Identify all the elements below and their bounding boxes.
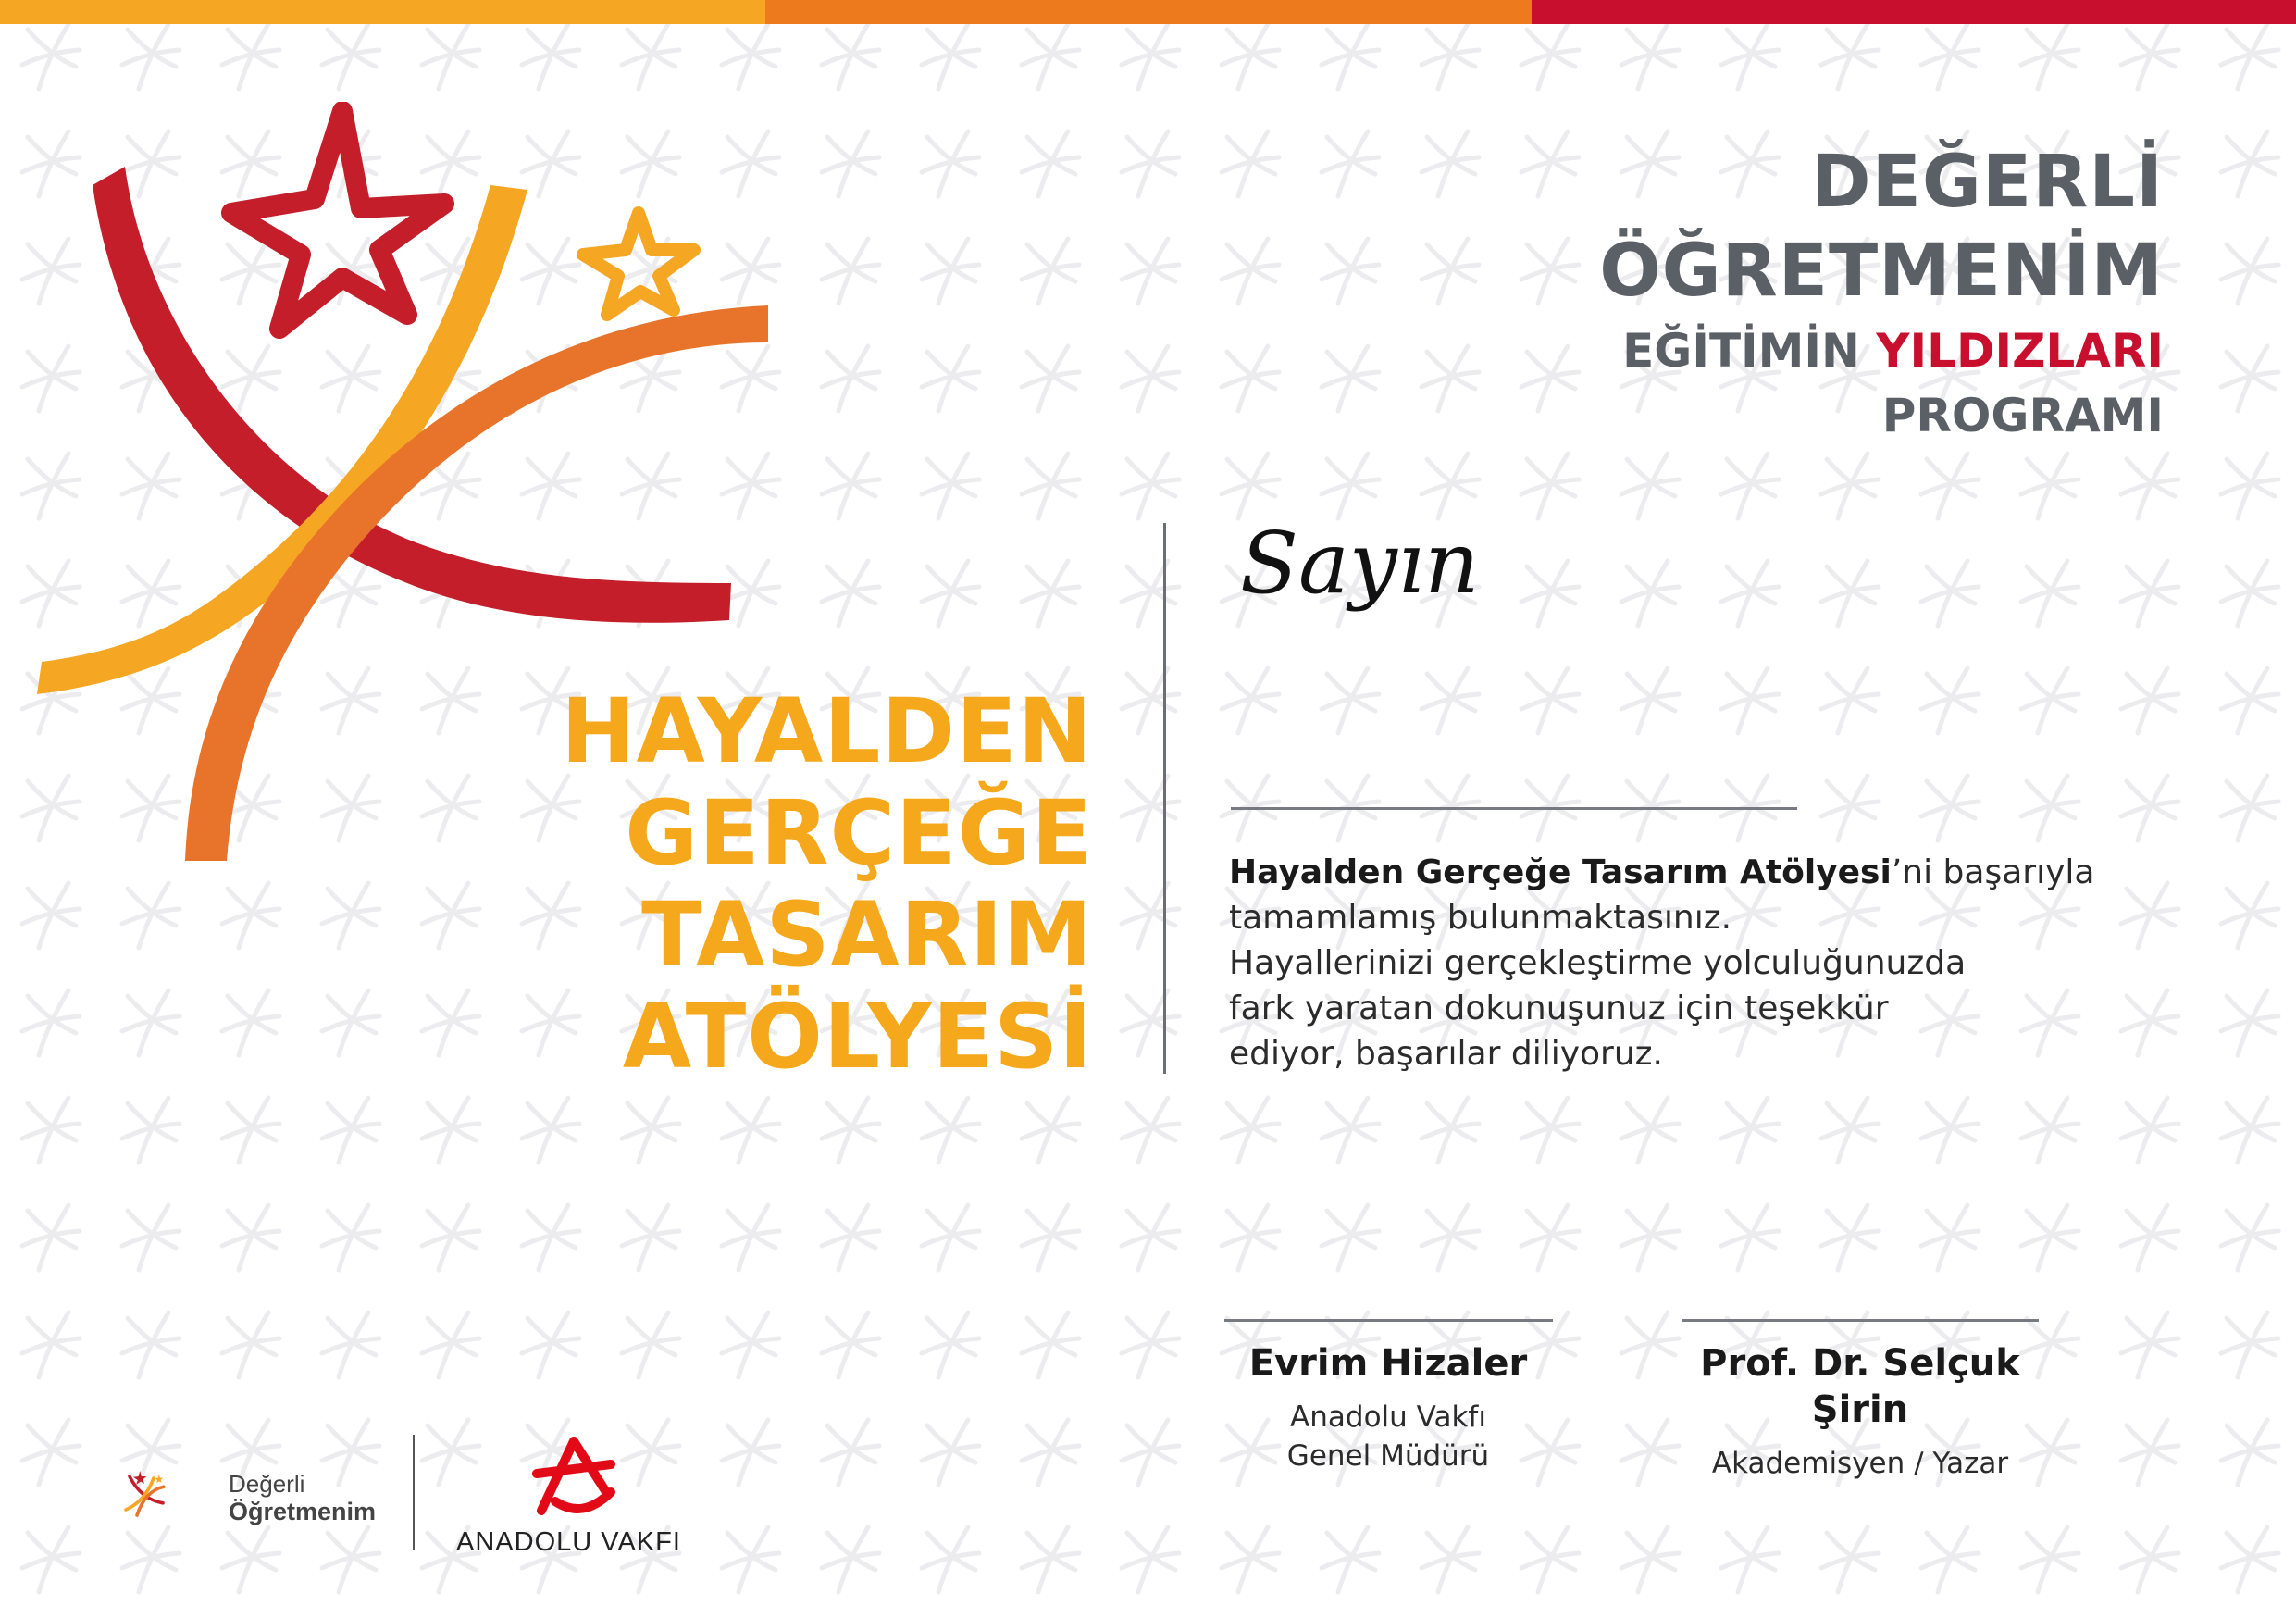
- footer-logo-line2: Öğretmenim: [229, 1498, 377, 1525]
- signature-block-1: [1212, 1319, 1564, 1475]
- workshop-title: [561, 680, 1093, 1088]
- workshop-title-line: TASARIM: [641, 883, 1093, 987]
- workshop-title-line: GERÇEĞE: [625, 781, 1093, 885]
- program-title: [1599, 141, 2164, 442]
- top-bar-orange: [765, 0, 1532, 24]
- signature-block-2: [1647, 1319, 2073, 1483]
- footer-divider: [413, 1435, 415, 1550]
- workshop-title-line: HAYALDEN: [561, 679, 1093, 783]
- signatory-role-line: Genel Müdürü: [1286, 1439, 1490, 1473]
- certificate-body: [1229, 850, 2117, 1077]
- signature-line: [1224, 1319, 1553, 1322]
- recipient-name-line: [1231, 807, 1797, 810]
- red-star-icon: [231, 111, 444, 329]
- salutation: Sayın: [1240, 514, 1480, 613]
- footer-logo-line1: Değerli: [229, 1470, 305, 1498]
- body-line: tamamlamış bulunmaktasınız.: [1229, 899, 1732, 937]
- footer-program-logo-text: [229, 1472, 376, 1525]
- signatory-role-line: Anadolu Vakfı: [1290, 1400, 1486, 1434]
- signatory-name: Prof. Dr. Selçuk Şirin: [1700, 1342, 2020, 1431]
- vertical-divider: [1163, 523, 1166, 1074]
- program-title-line4: PROGRAMI: [1881, 389, 2164, 442]
- signatory-name: Evrim Hizaler: [1248, 1342, 1528, 1385]
- foundation-name: ANADOLU VAKFI: [456, 1527, 681, 1557]
- body-bold-title: Hayalden Gerçeğe Tasarım Atölyesi: [1229, 853, 1892, 891]
- top-bar-yellow: [0, 0, 765, 24]
- signatory-role-line: Akademisyen / Yazar: [1711, 1447, 2009, 1480]
- body-after-bold: ’ni başarıyla: [1891, 853, 2095, 891]
- program-title-line1: DEĞERLİ: [1810, 141, 2164, 224]
- program-title-line3: [1599, 324, 2164, 378]
- program-title-line2: ÖĞRETMENİM: [1599, 230, 2164, 313]
- body-line: fark yaratan dokunuşunuz için teşekkür: [1229, 989, 1889, 1027]
- top-bar-red: [1532, 0, 2296, 24]
- body-line: [1229, 850, 2117, 895]
- signature-line: [1682, 1319, 2039, 1322]
- anadolu-vakfi-logo-icon: [518, 1437, 629, 1520]
- yellow-star-icon: [583, 213, 694, 315]
- body-line: ediyor, başarılar diliyoruz.: [1229, 1035, 1664, 1073]
- program-title-line3b: YILDIZLARI: [1876, 324, 2164, 378]
- footer-program-logo-icon: [122, 1433, 233, 1553]
- workshop-title-line: ATÖLYESİ: [622, 985, 1093, 1089]
- signatory-role: [1212, 1398, 1564, 1475]
- body-line: Hayallerinizi gerçekleştirme yolculuğunuzda: [1229, 944, 1967, 982]
- signatory-role: [1647, 1444, 2073, 1483]
- program-title-line3a: EĞİTİMİN: [1622, 324, 1860, 378]
